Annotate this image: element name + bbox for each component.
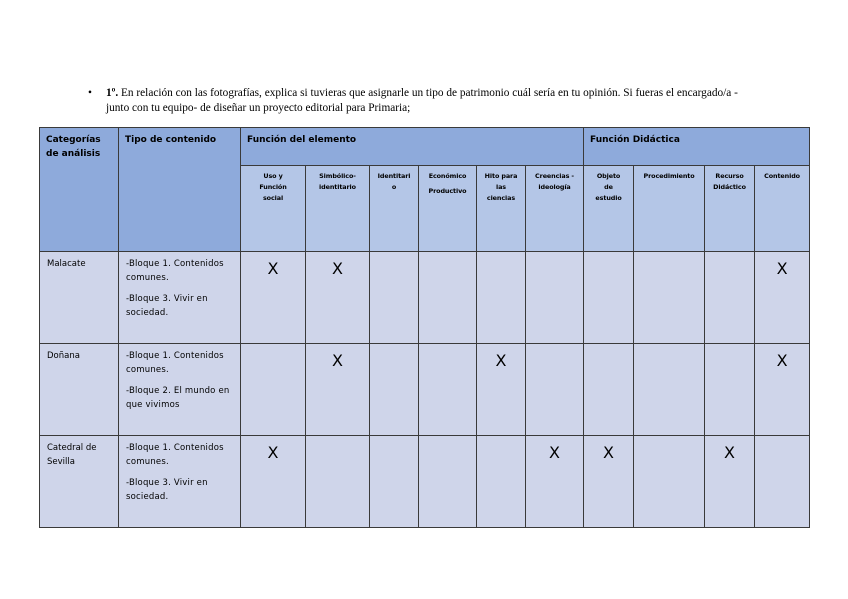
mark-cell <box>241 344 306 436</box>
subheader-objeto-estudio: Objeto de estudio <box>584 166 634 252</box>
mark-cell <box>526 252 584 344</box>
instruction-paragraph <box>88 86 738 116</box>
mark-cell <box>705 252 755 344</box>
mark-cell: X <box>755 344 810 436</box>
mark-cell: X <box>241 436 306 528</box>
mark-cell: X <box>755 252 810 344</box>
subheader-simbolico-identitario: Simbólico- identitario <box>306 166 370 252</box>
header-tipo-contenido: Tipo de contenido <box>119 128 241 252</box>
mark-cell <box>526 344 584 436</box>
row-category: Catedral de Sevilla <box>40 436 119 528</box>
mark-cell <box>705 344 755 436</box>
row-content-type: -Bloque 1. Contenidos comunes. -Bloque 3. Vivir en sociedad. <box>119 436 241 528</box>
mark-cell <box>370 344 419 436</box>
mark-cell <box>584 252 634 344</box>
subheader-creencias-ideologia: Creencias - ideología <box>526 166 584 252</box>
mark-cell <box>634 436 705 528</box>
mark-cell <box>755 436 810 528</box>
subheader-identitario: Identitari o <box>370 166 419 252</box>
header-categorias: Categorías de análisis <box>40 128 119 252</box>
subheader-procedimiento: Procedimiento <box>634 166 705 252</box>
subheader-hito-ciencias: Hito para las ciencias <box>477 166 526 252</box>
mark-cell: X <box>306 344 370 436</box>
mark-cell <box>634 252 705 344</box>
mark-cell <box>419 344 477 436</box>
subheader-contenido: Contenido <box>755 166 810 252</box>
subheader-economico-productivo: Económico Productivo <box>419 166 477 252</box>
heritage-analysis-table <box>39 127 810 528</box>
mark-cell <box>477 436 526 528</box>
mark-cell <box>477 252 526 344</box>
mark-cell: X <box>526 436 584 528</box>
mark-cell <box>370 436 419 528</box>
header-funcion-didactica: Función Didáctica <box>584 128 810 166</box>
mark-cell <box>419 252 477 344</box>
mark-cell: X <box>241 252 306 344</box>
mark-cell <box>419 436 477 528</box>
mark-cell <box>584 344 634 436</box>
mark-cell <box>370 252 419 344</box>
instruction-text <box>106 86 738 116</box>
mark-cell: X <box>477 344 526 436</box>
header-row-main <box>40 128 810 166</box>
mark-cell <box>306 436 370 528</box>
instruction-number: 1º. <box>106 87 119 99</box>
table-row-catedral-sevilla <box>40 436 810 528</box>
header-funcion-elemento: Función del elemento <box>241 128 584 166</box>
table-row-malacate <box>40 252 810 344</box>
row-content-type: -Bloque 1. Contenidos comunes. -Bloque 2. El mundo en que vivimos <box>119 344 241 436</box>
instruction-body: En relación con las fotografías, explica si tuvieras que asignarle un tipo de patrimonio cuál sería en tu opinión. Si fueras el encargado/a -junto con tu equipo- de diseñar un proyecto editorial para Primaria; <box>106 87 738 114</box>
mark-cell: X <box>306 252 370 344</box>
subheader-uso-funcion-social: Uso y Función social <box>241 166 306 252</box>
subheader-recurso-didactico: Recurso Didáctico <box>705 166 755 252</box>
row-category: Doñana <box>40 344 119 436</box>
bullet-icon: • <box>88 87 92 99</box>
table-row-donana <box>40 344 810 436</box>
row-category: Malacate <box>40 252 119 344</box>
row-content-type: -Bloque 1. Contenidos comunes. -Bloque 3. Vivir en sociedad. <box>119 252 241 344</box>
mark-cell <box>634 344 705 436</box>
mark-cell: X <box>705 436 755 528</box>
mark-cell: X <box>584 436 634 528</box>
